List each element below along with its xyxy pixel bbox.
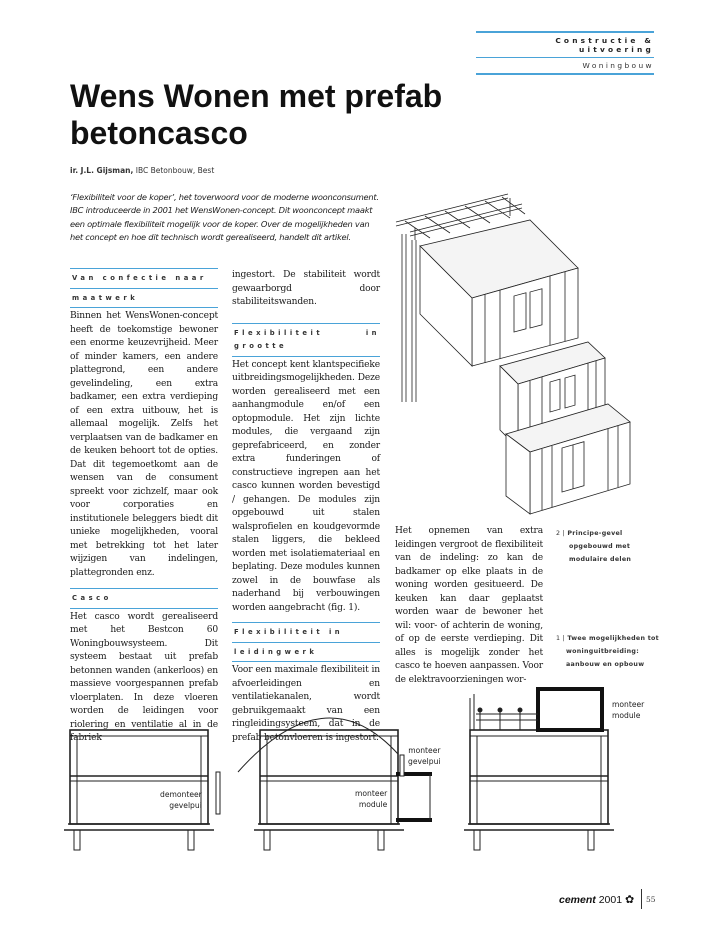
- caption-text: aanbouw en opbouw: [566, 661, 645, 668]
- label-line: gevelpui: [408, 756, 441, 766]
- caption-text: Principe-gevel: [567, 530, 623, 537]
- caption-figure-2: [556, 527, 631, 566]
- magazine-logo-icon: ✿: [624, 894, 635, 906]
- drawing-opbouw: [464, 689, 614, 850]
- article-title: Wens Wonen met prefab betoncasco: [70, 78, 443, 151]
- label-monteer-top-module: [612, 700, 644, 721]
- heading-flexibiliteit-leidingwerk: [232, 622, 380, 662]
- section-header: [476, 31, 654, 75]
- label-line: module: [612, 710, 641, 720]
- heading-line: maatwerk: [70, 288, 218, 309]
- paragraph: Het casco wordt gerealiseerd met het Bestcon 60 Woningbouwsysteem. Dit systeem bestaat uit prefab betonnen wanden (ankerloos) en massieve voorgespannen prefab vloerplaten. In deze vloeren worden de leidingen voor riolering en ventilatie al in de fabriek: [70, 611, 218, 743]
- figure-2-isometric-facade: [390, 188, 650, 520]
- paragraph: Voor een maximale flexibiliteit in afvoerleidingen en ventilatiekanalen, wordt gebruikgemaakt van een ringleidingsysteem, dat in de prefab betonvloeren is ingestort.: [232, 665, 380, 743]
- label-demonteer-gevelpui: [160, 790, 202, 811]
- paragraph: Binnen het WensWonen-concept heeft de toekomstige bewoner een enorme keuzevrijheid. Meer of minder kamers, een andere plattegrond, een andere gevelindeling, een extra badkamer, een extra verdieping of een extra uitbouw, het is allemaal mogelijk. Zelfs het verplaatsen van de badkamer en de keuken behoort tot de opties. Dat dit tegemoetkomt aan de wensen van de consument spreekt voor zichzelf, maar ook voor corporaties en institutionele beleggers biedt dit unieke mogelijkheden, vooral met betrekking tot het later wijzigen van indelingen, plattegronden enz.: [70, 311, 218, 578]
- caption-figure-1: [556, 632, 659, 671]
- caption-text: woninguitbreiding:: [566, 648, 640, 655]
- caption-number: 1 |: [556, 635, 568, 642]
- heading-casco: [70, 588, 218, 609]
- heading-line: Van confectie naar: [70, 268, 218, 288]
- author-name: ir. J.L. Gijsman,: [70, 166, 134, 175]
- article-intro: ‘Flexibiliteit voor de koper’, het toverwoord voor de moderne woonconsument. IBC introduceerde in 2001 het WensWonen-concept. Dit woonconcept maakt een optimale flexibiliteit mogelijk voor de koper. Over de mogelijkheden van het concept en hoe dit technisch wordt gerealiseerd, handelt dit artikel.: [70, 192, 379, 242]
- label-line: monteer: [408, 746, 441, 755]
- column-2: [232, 269, 380, 745]
- caption-text: modulaire delen: [569, 556, 632, 563]
- paragraph: Het concept kent klantspecifieke uitbreidingsmogelijkheden. Deze worden gerealiseerd met een aanhangmodule en/of een optopmodule. Het zijn lichte modules, die vergaand zijn geprefabriceerd, en zonder extra funderingen of constructieve ingrepen aan het casco kunnen worden bevestigd / gehangen. De modules zijn opgebouwd uit stalen walsprofielen en koudgevormde stalen liggers, die bekleed worden met isolatiemateriaal en beplating. Deze modules kunnen zowel in de bouwfase als naderhand bij verbouwingen worden aangebracht (fig. 1).: [232, 359, 380, 613]
- caption-number: 2 |: [556, 530, 568, 537]
- label-monteer-module: [355, 789, 387, 810]
- top-module: [420, 220, 578, 366]
- label-line: module: [358, 799, 388, 809]
- page-number: 55: [646, 895, 656, 904]
- label-line: monteer: [355, 789, 388, 798]
- paragraph: Het opnemen van extra leidingen vergroot de flexibiliteit van de indeling: zo kan de badkamer op elke plaats in de woning worden gesitueerd. De keuken kan daar geplaatst worden waar de bewoner het wil: voor- of achterin de woning, of op de eerste verdieping. Dit alles is mogelijk zonder het casco te hoeven aanpassen. Voor de elektravoorzieningen wor-: [395, 526, 543, 685]
- heading-flexibiliteit-grootte: [232, 323, 380, 357]
- subsection-label: Woningbouw: [582, 61, 654, 70]
- footer-brand: [559, 893, 634, 906]
- drawing-aanbouw: [238, 718, 432, 850]
- author-affiliation: IBC Betonbouw, Best: [135, 166, 215, 175]
- heading-line: Flexibiliteit in grootte: [232, 323, 380, 357]
- magazine-name: cement: [559, 894, 596, 906]
- caption-text: opgebouwd met: [569, 543, 631, 550]
- figure-1-extension-drawings: [60, 684, 620, 874]
- heading-line: Casco: [70, 588, 218, 609]
- header-rule-bottom: [476, 73, 654, 75]
- magazine-year: 2001: [598, 894, 623, 906]
- column-3: [395, 525, 543, 687]
- label-line: demonteer: [160, 790, 202, 799]
- paragraph: ingestort. De stabiliteit wordt gewaarborgd door stabiliteitswanden.: [232, 270, 380, 307]
- column-1: [70, 268, 218, 746]
- section-label: Constructie & uitvoering: [555, 35, 654, 54]
- footer-divider: [641, 889, 642, 909]
- heading-line: Flexibiliteit in: [232, 622, 380, 642]
- caption-text: Twee mogelijkheden tot: [567, 635, 659, 642]
- byline: [70, 166, 214, 175]
- label-line: gevelpui: [169, 800, 202, 810]
- heading-van-confectie: [70, 268, 218, 308]
- label-monteer-gevelpui: [408, 746, 441, 767]
- heading-line: leidingwerk: [232, 642, 380, 663]
- label-line: monteer: [612, 700, 645, 709]
